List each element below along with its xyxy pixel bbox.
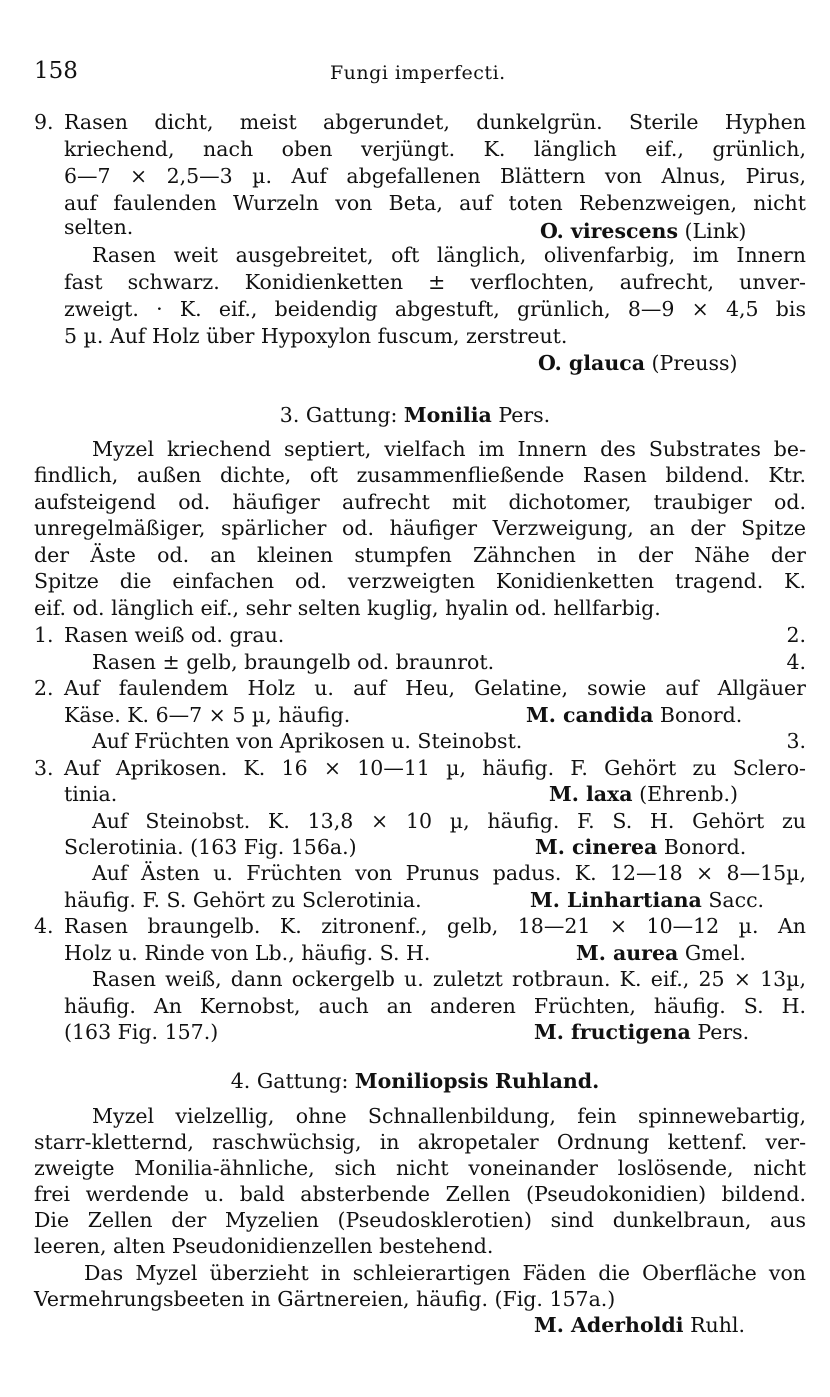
text-line: selten. xyxy=(64,215,134,239)
key-reference: 4. xyxy=(786,650,806,674)
text-line: Auf Früchten von Aprikosen u. Steinobst. xyxy=(92,729,523,753)
text-line: Rasen weiß, dann ockergelb u. zuletzt rotbraun. K. eif., 25 × 13µ, xyxy=(92,967,806,991)
text-line: Käse. K. 6—7 × 5 µ, häufig. xyxy=(64,703,351,727)
text-line: Sclerotinia. (163 Fig. 156a.) xyxy=(64,835,357,859)
text-line: der Äste od. an kleinen stumpfen Zähnchen in der Nähe der xyxy=(34,543,806,567)
key-reference: 2. xyxy=(786,623,806,647)
species-name: M. aurea Gmel. xyxy=(576,941,746,965)
species-name: M. Aderholdi Ruhl. xyxy=(534,1313,745,1337)
key-number: 9. xyxy=(34,110,54,134)
key-number: 4. xyxy=(34,914,54,938)
text-line: häufig. F. S. Gehört zu Sclerotinia. xyxy=(64,888,422,912)
species-name: O. glauca (Preuss) xyxy=(538,351,738,375)
text-line: Auf Ästen u. Früchten von Prunus padus. K. 12—18 × 8—15µ, xyxy=(92,861,806,885)
text-line: unregelmäßiger, spärlicher od. häufiger Verzweigung, an der Spitze xyxy=(34,516,806,540)
species-name: M. candida Bonord. xyxy=(526,703,743,727)
species-name: M. laxa (Ehrenb.) xyxy=(549,782,739,806)
text-line: zweigt. · K. eif., beidendig abgestuft, grünlich, 8—9 × 4,5 bis xyxy=(64,297,806,321)
genus-heading: 4. Gattung: Moniliopsis Ruhland. xyxy=(230,1069,600,1093)
text-line: frei werdende u. bald absterbende Zellen (Pseudokonidien) bildend. xyxy=(34,1182,806,1206)
text-line: Spitze die einfachen od. verzweigten Konidienketten tragend. K. xyxy=(34,569,806,593)
text-line: aufsteigend od. häufiger aufrecht mit dichotomer, traubiger od. xyxy=(34,490,806,514)
text-line: Auf Steinobst. K. 13,8 × 10 µ, häufig. F. S. H. Gehört zu xyxy=(92,809,806,833)
text-line: Rasen braungelb. K. zitronenf., gelb, 18—21 × 10—12 µ. An xyxy=(64,914,806,938)
running-title: Fungi imperfecti. xyxy=(330,62,506,84)
key-number: 1. xyxy=(34,623,54,647)
species-name: M. Linhartiana Sacc. xyxy=(530,888,765,912)
page-number: 158 xyxy=(34,58,78,84)
species-name: M. cinerea Bonord. xyxy=(535,835,747,859)
text-line: Myzel kriechend septiert, vielfach im Innern des Substrates be- xyxy=(92,437,806,461)
text-line: Auf Aprikosen. K. 16 × 10—11 µ, häufig. F. Gehört zu Sclero- xyxy=(64,756,806,780)
species-name: M. fructigena Pers. xyxy=(534,1020,750,1044)
text-line: zweigte Monilia-ähnliche, sich nicht voneinander loslösende, nicht xyxy=(34,1156,806,1180)
text-line: kriechend, nach oben verjüngt. K. länglich eif., grünlich, xyxy=(64,137,806,161)
text-line: tinia. xyxy=(64,782,118,806)
text-line: Rasen dicht, meist abgerundet, dunkelgrün. Sterile Hyphen xyxy=(64,110,806,134)
text-line: fast schwarz. Konidienketten ± verflochten, aufrecht, unver- xyxy=(64,270,806,294)
text-line: eif. od. länglich eif., sehr selten kuglig, hyalin od. hellfarbig. xyxy=(34,596,661,620)
text-line: häufig. An Kernobst, auch an anderen Früchten, häufig. S. H. xyxy=(64,994,806,1018)
text-line: Rasen ± gelb, braungelb od. braunrot. xyxy=(92,650,495,674)
text-line: Vermehrungsbeeten in Gärtnereien, häufig. (Fig. 157a.) xyxy=(34,1287,616,1311)
text-line: auf faulenden Wurzeln von Beta, auf toten Rebenzweigen, nicht xyxy=(64,191,806,215)
text-line: 5 µ. Auf Holz über Hypoxylon fuscum, zerstreut. xyxy=(64,324,568,348)
text-line: Das Myzel überzieht in schleierartigen Fäden die Oberfläche von xyxy=(84,1261,806,1285)
text-line: findlich, außen dichte, oft zusammenfließende Rasen bildend. Ktr. xyxy=(34,463,806,487)
text-line: Rasen weiß od. grau. xyxy=(64,623,285,647)
key-number: 2. xyxy=(34,676,54,700)
genus-heading: 3. Gattung: Monilia Pers. xyxy=(279,403,551,427)
text-line: Rasen weit ausgebreitet, oft länglich, olivenfarbig, im Innern xyxy=(92,243,806,267)
text-line: Die Zellen der Myzelien (Pseudosklerotien) sind dunkelbraun, aus xyxy=(34,1208,806,1232)
text-line: (163 Fig. 157.) xyxy=(64,1020,219,1044)
text-line: starr-kletternd, raschwüchsig, in akropetaler Ordnung kettenf. ver- xyxy=(34,1130,806,1154)
text-line: 6—7 × 2,5—3 µ. Auf abgefallenen Blättern von Alnus, Pirus, xyxy=(64,164,806,188)
text-line: Auf faulendem Holz u. auf Heu, Gelatine, sowie auf Allgäuer xyxy=(64,676,806,700)
key-reference: 3. xyxy=(786,729,806,753)
text-line: leeren, alten Pseudonidienzellen bestehend. xyxy=(34,1234,494,1258)
key-number: 3. xyxy=(34,756,54,780)
text-line: Holz u. Rinde von Lb., häufig. S. H. xyxy=(64,941,431,965)
text-line: Myzel vielzellig, ohne Schnallenbildung, fein spinnewebartig, xyxy=(92,1104,806,1128)
species-name: O. virescens (Link) xyxy=(540,219,747,243)
